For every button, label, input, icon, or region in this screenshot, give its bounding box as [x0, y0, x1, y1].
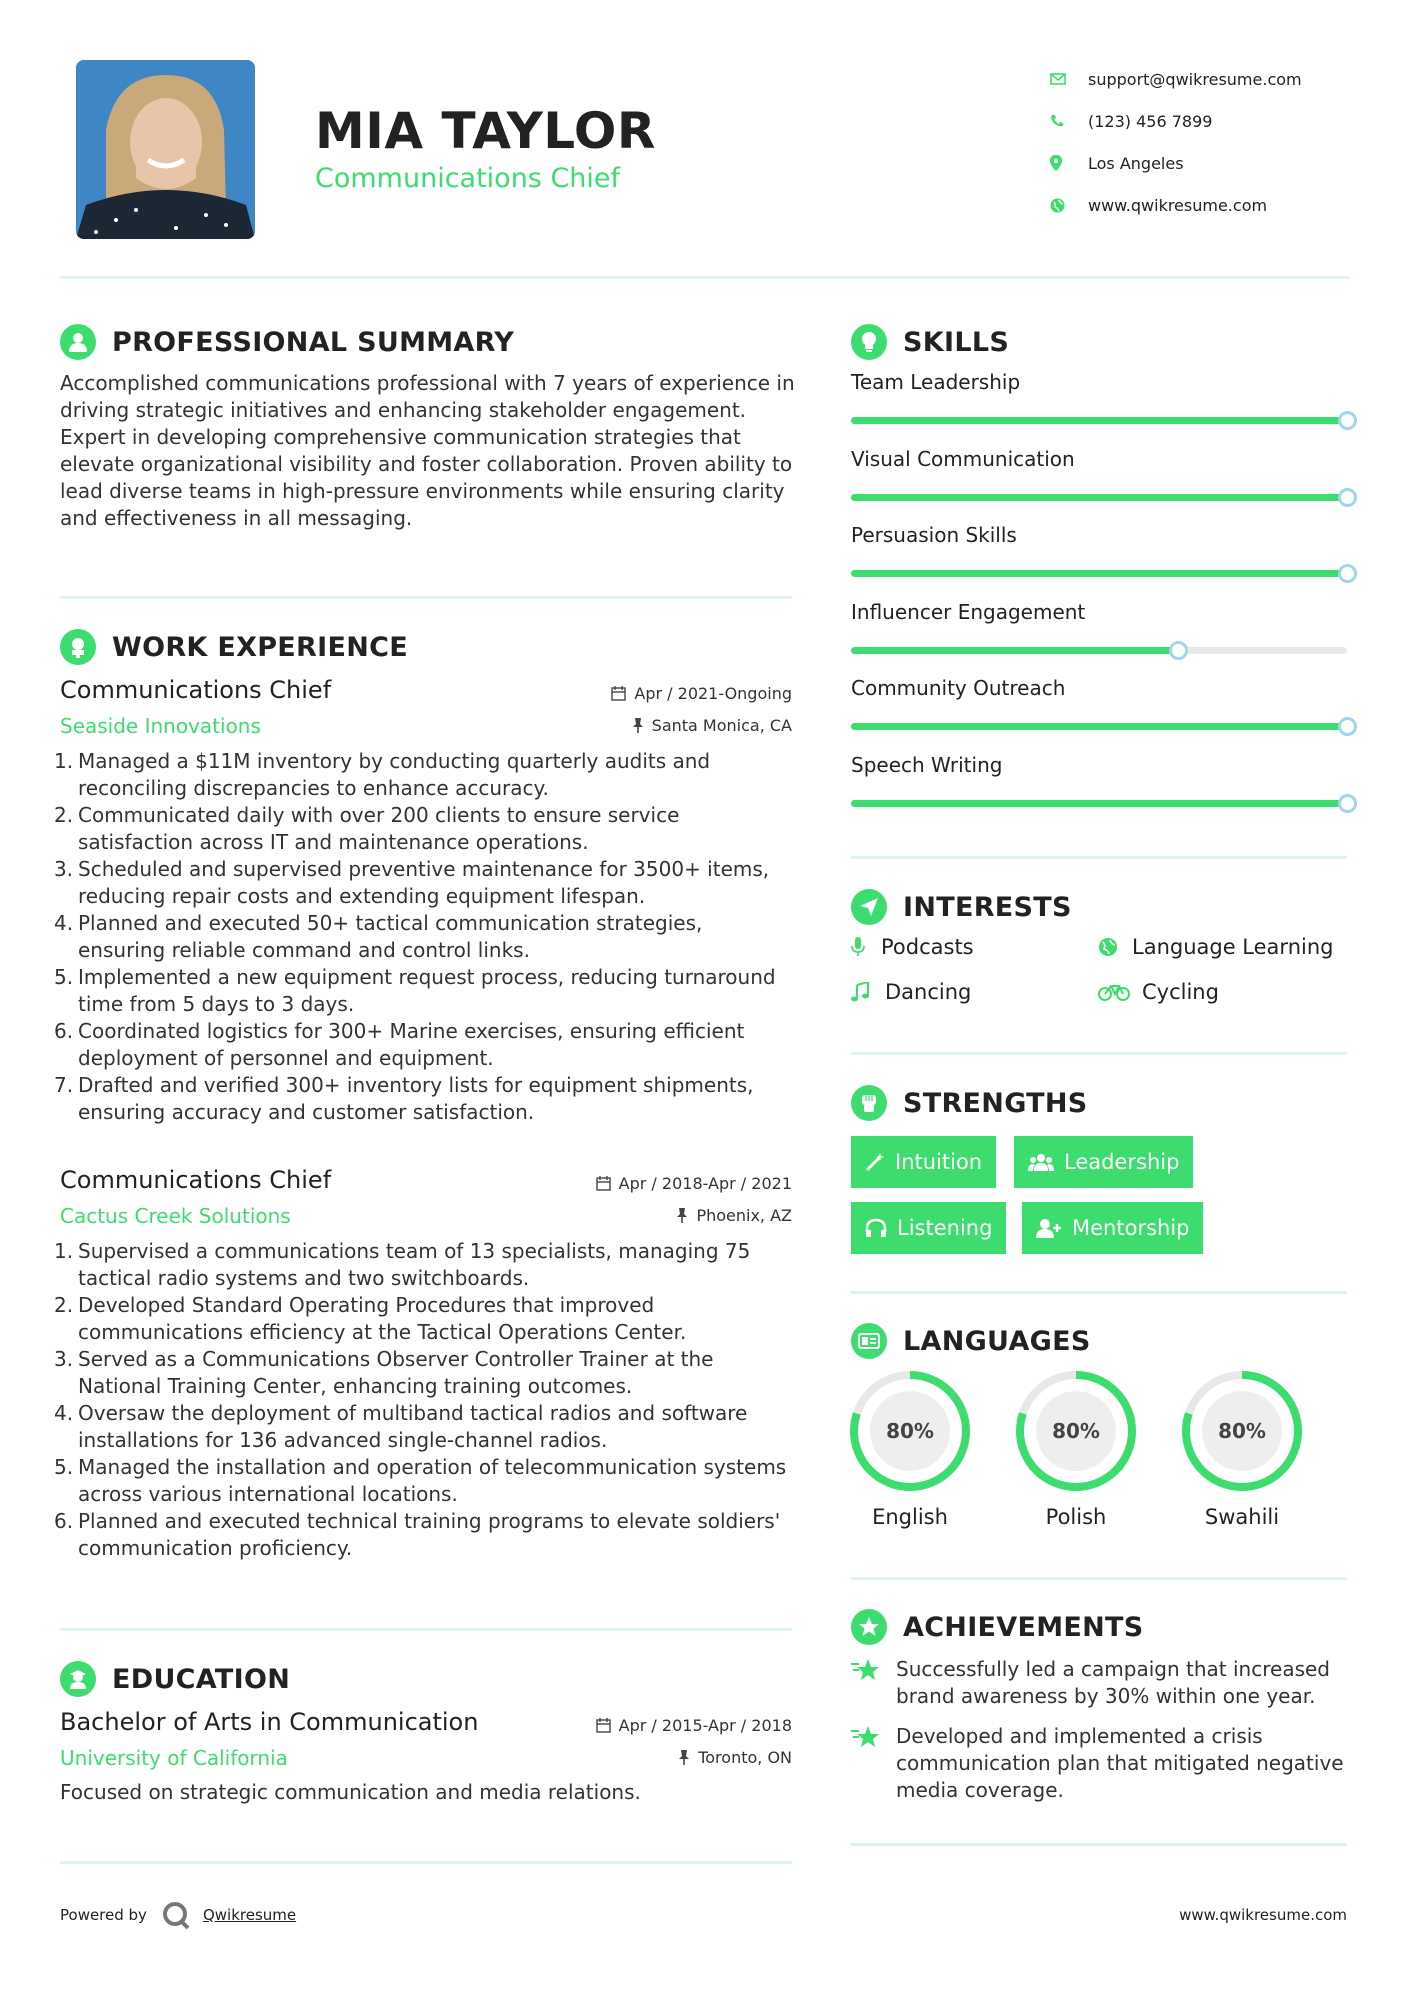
list-item: 4. Planned and executed 50+ tactical communication strategies, ensuring reliable command and control links. [54, 911, 703, 962]
contact-phone[interactable] [1050, 100, 1370, 142]
degree: Bachelor of Arts in Communication [60, 1708, 479, 1736]
pushpin-icon [676, 1208, 688, 1223]
team-icon [1028, 1152, 1054, 1172]
list-item: 4. Oversaw the deployment of multiband tactical radios and software installations for 136 advanced single-channel radios. [54, 1401, 748, 1452]
achievement-item: Developed and implemented a crisis communication plan that mitigated negative media coverage. [851, 1723, 1351, 1804]
headphones-icon [865, 1218, 887, 1238]
language-name: Swahili [1204, 1505, 1280, 1529]
interest-item: Cycling [1098, 980, 1219, 1004]
language-percent: 80% [1218, 1419, 1266, 1443]
briefcase-icon [60, 629, 96, 665]
fist-icon [851, 1085, 887, 1121]
contact-text: Los Angeles [1088, 153, 1184, 173]
envelope-icon [1050, 73, 1088, 85]
education-description: Focused on strategic communication and media relations. [60, 1780, 641, 1804]
calendar-icon [596, 1718, 611, 1733]
language-ring [1014, 1369, 1138, 1493]
education-date: Apr / 2015-Apr / 2018 [596, 1716, 792, 1735]
music-note-icon [851, 982, 885, 1002]
skill-item: Visual Communication [851, 447, 1351, 524]
skills-heading: SKILLS [851, 324, 1009, 360]
interest-item: Podcasts [851, 935, 974, 959]
list-item: 6. Planned and executed technical training programs to elevate soldiers' communication proficiency. [54, 1509, 781, 1560]
globe-icon [1098, 937, 1132, 957]
user-icon [60, 324, 96, 360]
calendar-icon [611, 686, 626, 701]
language-item [848, 1369, 972, 1529]
pushpin-icon [632, 718, 644, 733]
job-date: Apr / 2021-Ongoing [611, 684, 792, 703]
bicycle-icon [1098, 983, 1142, 1001]
achievements-heading: ACHIEVEMENTS [851, 1609, 1144, 1645]
language-item [1014, 1369, 1138, 1529]
strength-tag: Listening [851, 1202, 1006, 1254]
lightbulb-icon [851, 324, 887, 360]
contact-website[interactable] [1050, 184, 1370, 226]
list-item: 2. Developed Standard Operating Procedures that improved communications efficiency at the Tactical Operations Center. [54, 1293, 687, 1344]
skill-knob [1169, 641, 1188, 660]
footer-powered-by: Powered by Qwikresume [60, 1900, 296, 1930]
list-item: 5. Managed the installation and operation of telecommunication systems across various international locations. [54, 1455, 787, 1506]
skill-knob [1338, 794, 1357, 813]
summary-text: Accomplished communications professional with 7 years of experience in driving strategic initiatives and enhancing stakeholder engagement. Expert in developing comprehensive communication strategies that elevate organizational visibility and foster collaboration. Proven ability to lead diverse teams in high-pressure environments while ensuring clarity and effectiveness in all messaging. [60, 371, 795, 530]
qwikresume-link[interactable]: Qwikresume [202, 1906, 297, 1924]
education-entry [60, 1708, 792, 1804]
map-pin-icon [1050, 155, 1088, 171]
work-heading: WORK EXPERIENCE [60, 629, 408, 665]
list-item: 1. Managed a $11M inventory by conducting quarterly audits and reconciling discrepancies to enhance accuracy. [54, 749, 711, 800]
skill-bar [851, 494, 1347, 501]
strengths-heading: STRENGTHS [851, 1085, 1088, 1121]
skill-bar [851, 723, 1347, 730]
phone-icon [1050, 114, 1088, 128]
footer-url[interactable]: www.qwikresume.com [1179, 1906, 1347, 1924]
skills-list [851, 370, 1351, 829]
achievements-divider [851, 1843, 1347, 1846]
language-name: English [872, 1505, 948, 1529]
header-divider [60, 276, 1350, 279]
skill-knob [1338, 564, 1357, 583]
job-location: Phoenix, AZ [676, 1206, 792, 1225]
skill-bar [851, 570, 1347, 577]
contact-text: support@qwikresume.com [1088, 69, 1302, 89]
language-ring [1180, 1369, 1304, 1493]
job-company: Seaside Innovations [60, 714, 261, 738]
interests-heading: INTERESTS [851, 889, 1072, 925]
paper-plane-icon [851, 889, 887, 925]
work-divider [60, 1628, 792, 1631]
skill-item: Persuasion Skills [851, 523, 1351, 600]
summary-heading: PROFESSIONAL SUMMARY [60, 324, 514, 360]
language-name: Polish [1045, 1505, 1107, 1529]
candidate-name: MIA TAYLOR [315, 102, 656, 160]
language-percent: 80% [1052, 1419, 1100, 1443]
skill-item: Community Outreach [851, 676, 1351, 753]
id-card-icon [851, 1323, 887, 1359]
skills-divider [851, 856, 1347, 859]
education-heading: EDUCATION [60, 1661, 290, 1697]
strength-tag: Leadership [1014, 1136, 1193, 1188]
list-item: 3. Served as a Communications Observer Controller Trainer at the National Training Center, enhancing training outcomes. [54, 1347, 714, 1398]
list-item: 3. Scheduled and supervised preventive maintenance for 3500+ items, reducing repair costs and extending equipment lifespan. [54, 857, 770, 908]
star-icon [851, 1723, 896, 1804]
interest-item: Dancing [851, 980, 971, 1004]
achievement-item: Successfully led a campaign that increased brand awareness by 30% within one year. [851, 1656, 1351, 1710]
interests-divider [851, 1052, 1347, 1055]
job-company: Cactus Creek Solutions [60, 1204, 291, 1228]
calendar-icon [596, 1176, 611, 1191]
contact-email[interactable] [1050, 58, 1370, 100]
skill-bar [851, 647, 1347, 654]
list-item: 1. Supervised a communications team of 13 specialists, managing 75 tactical radio systems and two switchboards. [54, 1239, 751, 1290]
job-location: Santa Monica, CA [632, 716, 792, 735]
contact-location [1050, 142, 1370, 184]
contact-text: (123) 456 7899 [1088, 111, 1213, 131]
star-icon [851, 1656, 896, 1710]
job-role: Communications Chief [60, 1166, 332, 1194]
skill-bar [851, 800, 1347, 807]
summary-divider [60, 596, 792, 599]
job-role: Communications Chief [60, 676, 332, 704]
pushpin-icon [678, 1750, 690, 1765]
school: University of California [60, 1746, 288, 1770]
language-item [1180, 1369, 1304, 1529]
languages-divider [851, 1577, 1347, 1580]
language-ring [848, 1369, 972, 1493]
list-item: 2. Communicated daily with over 200 clients to ensure service satisfaction across IT and maintenance operations. [54, 803, 680, 854]
skill-knob [1338, 411, 1357, 430]
skill-knob [1338, 717, 1357, 736]
education-location: Toronto, ON [678, 1748, 792, 1767]
job-bullets [54, 748, 792, 1126]
microphone-icon [851, 937, 881, 957]
job-date: Apr / 2018-Apr / 2021 [596, 1174, 792, 1193]
job-entry [54, 1166, 792, 1562]
contact-list [1050, 58, 1370, 226]
interest-item: Language Learning [1098, 935, 1333, 959]
skill-item: Team Leadership [851, 370, 1351, 447]
profile-photo [76, 60, 255, 239]
languages-heading: LANGUAGES [851, 1323, 1091, 1359]
strength-tag: Intuition [851, 1136, 996, 1188]
job-bullets [54, 1238, 792, 1562]
skill-bar [851, 417, 1347, 424]
strengths-divider [851, 1291, 1347, 1294]
language-percent: 80% [886, 1419, 934, 1443]
strength-tag: Mentorship [1022, 1202, 1203, 1254]
skill-knob [1338, 488, 1357, 507]
candidate-title: Communications Chief [315, 163, 621, 194]
skill-item: Speech Writing [851, 753, 1351, 830]
list-item: 5. Implemented a new equipment request process, reducing turnaround time from 5 days to 3 days. [54, 965, 776, 1016]
education-divider [60, 1861, 792, 1864]
magic-wand-icon [865, 1152, 885, 1172]
globe-icon [1050, 198, 1088, 213]
star-badge-icon [851, 1609, 887, 1645]
graduate-icon [60, 1661, 96, 1697]
skill-item: Influencer Engagement [851, 600, 1351, 677]
qwikresume-logo-icon [161, 1900, 191, 1930]
job-entry [54, 676, 792, 1126]
contact-text: www.qwikresume.com [1088, 195, 1268, 215]
user-plus-icon [1036, 1218, 1062, 1238]
list-item: 6. Coordinated logistics for 300+ Marine exercises, ensuring efficient deployment of personnel and equipment. [54, 1019, 745, 1070]
list-item: 7. Drafted and verified 300+ inventory lists for equipment shipments, ensuring accuracy and customer satisfaction. [54, 1073, 754, 1124]
